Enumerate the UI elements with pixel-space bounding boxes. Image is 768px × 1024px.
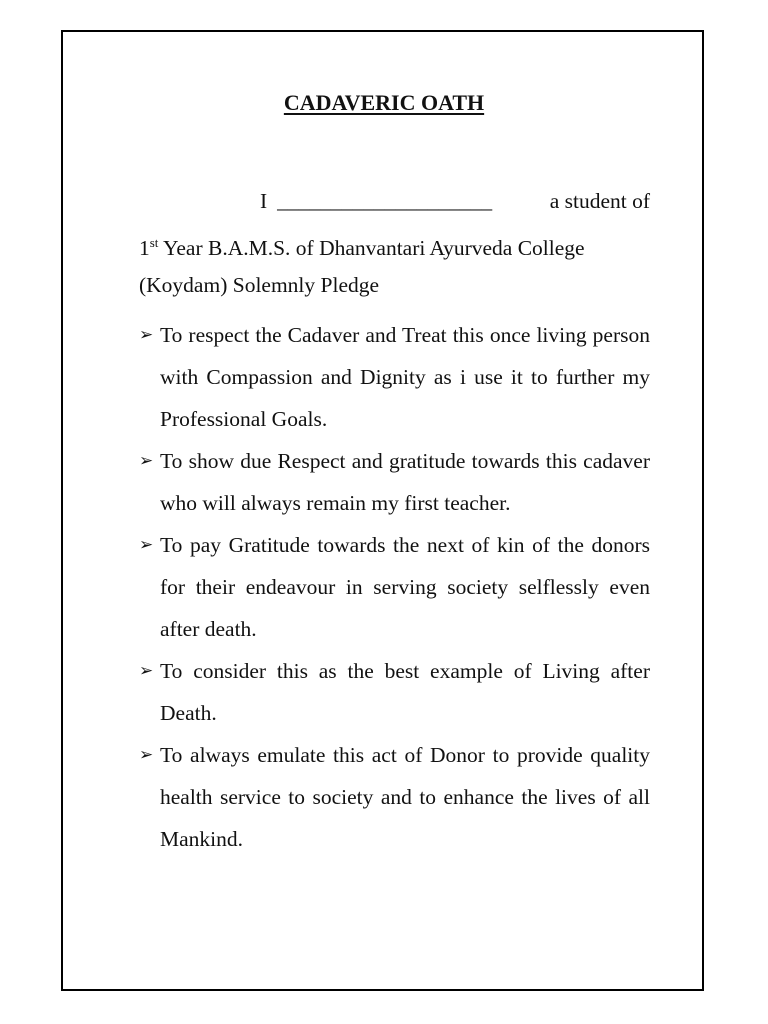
pledge-item: [139, 734, 650, 860]
arrow-bullet-icon: ➢: [139, 661, 154, 681]
arrow-bullet-icon: ➢: [139, 535, 154, 555]
intro-line-1: [139, 180, 650, 222]
pledge-list: [139, 314, 650, 860]
pledge-text: To always emulate this act of Donor to provide quality health service to society and to enhance the lives of all Mankind.: [160, 743, 650, 851]
intro-student-of: a student of: [549, 189, 650, 213]
pledge-item: [139, 650, 650, 734]
arrow-bullet-icon: ➢: [139, 451, 154, 471]
arrow-bullet-icon: ➢: [139, 325, 154, 345]
intro-paragraph: [139, 180, 650, 306]
pledge-text: To respect the Cadaver and Treat this once living person with Compassion and Dignity as i use it to further my Professional Goals.: [160, 323, 650, 431]
arrow-bullet-icon: ➢: [139, 745, 154, 765]
intro-pronoun: I: [260, 189, 268, 213]
title-text: CADAVERIC OATH: [283, 90, 485, 115]
pledge-item: [139, 524, 650, 650]
intro-course-college: Year B.A.M.S. of Dhanvantari Ayurveda College: [163, 236, 585, 260]
pledge-text: To show due Respect and gratitude towards this cadaver who will always remain my first teacher.: [160, 449, 650, 515]
pledge-text: To consider this as the best example of Living after Death.: [160, 659, 650, 725]
intro-line-3: (Koydam) Solemnly Pledge: [139, 273, 380, 297]
year-number: 1: [139, 236, 150, 260]
name-blank-line: ____________________: [277, 189, 493, 213]
pledge-text: To pay Gratitude towards the next of kin of the donors for their endeavour in serving society selflessly even after death.: [160, 533, 650, 641]
document-title: [0, 90, 768, 116]
pledge-item: [139, 440, 650, 524]
year-suffix: st: [149, 235, 159, 250]
intro-line-2: [139, 222, 650, 264]
pledge-item: [139, 314, 650, 440]
